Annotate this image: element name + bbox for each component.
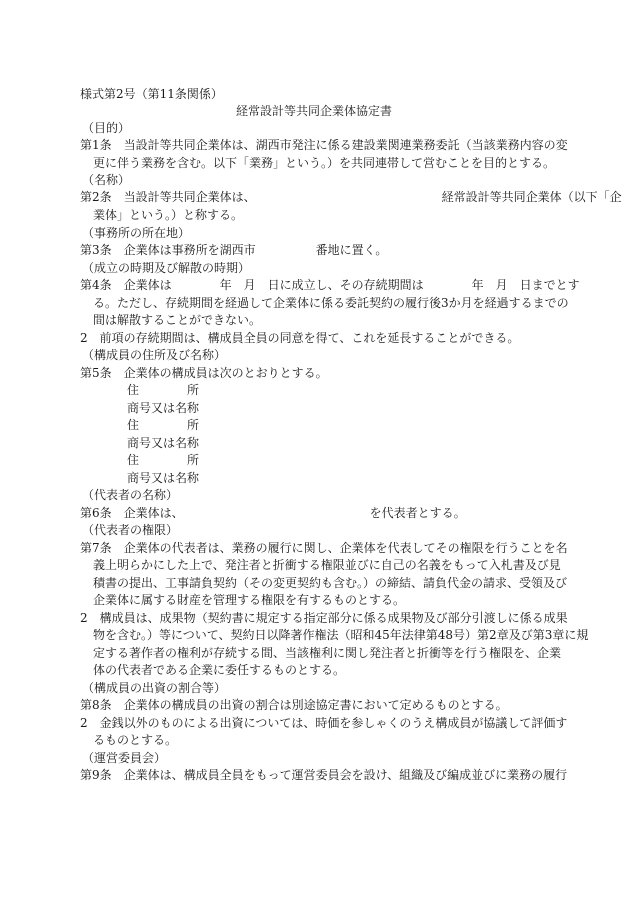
article-7-paragraph-2-line-3: 定する著作者の権利が存続する間、当該権利に関し発注者と折衝等を行う権限を、企業 [93,646,562,660]
heading-name: （名称） [82,173,131,187]
heading-member-address-name: （構成員の住所及び名称） [82,348,227,362]
member-1-address-label: 住 所 [127,383,200,397]
article-7-paragraph-2-line-2: 物を含む。）等について、契約日以降著作権法（昭和45年法律第48号）第2章及び第3章に規 [93,628,589,642]
article-6-line-1: 第6条 企業体は、 を代表者とする。 [80,506,466,520]
article-3-line-1: 第3条 企業体は事務所を湖西市 番地に置く。 [80,243,388,257]
article-7-line-4: 企業体に属する財産を管理する権限を有するものとする。 [93,593,406,607]
heading-office-location: （事務所の所在地） [82,226,191,240]
heading-representative-name: （代表者の名称） [82,488,179,502]
heading-steering-committee: （運営委員会） [82,751,167,765]
document-title: 経常設計等共同企業体協定書 [236,104,393,118]
article-1-line-1: 第1条 当設計等共同企業体は、湖西市発注に係る建設業関連業務委託（当該業務内容の変 [80,138,568,152]
member-1-name-label: 商号又は名称 [127,401,200,415]
heading-representative-authority: （代表者の権限） [82,523,179,537]
article-4-line-2: る。ただし、存続期間を経過して企業体に係る委託契約の履行後3か月を経過するまでの [93,296,569,310]
article-8-paragraph-2-line-2: るものとする。 [93,733,178,747]
member-3-name-label: 商号又は名称 [127,471,200,485]
article-4-paragraph-2: 2 前項の存続期間は、構成員全員の同意を得て、これを延長することができる。 [80,331,520,345]
heading-purpose: （目的） [82,121,131,135]
member-2-name-label: 商号又は名称 [127,436,200,450]
article-7-line-3: 積書の提出、工事請負契約（その変更契約も含む。）の締結、請負代金の請求、受領及び [93,576,568,590]
article-2-line-1: 第2条 当設計等共同企業体は、 経常設計等共同企業体（以下「企 [80,190,622,204]
article-4-line-3: 間は解散することができない。 [93,313,262,327]
heading-establishment-dissolution: （成立の時期及び解散の時期） [82,261,251,275]
article-2-line-2: 業体」という。）と称する。 [93,208,244,222]
member-3-address-label: 住 所 [127,453,200,467]
article-8-line-1: 第8条 企業体の構成員の出資の割合は別途協定書において定めるものとする。 [80,698,508,712]
member-2-address-label: 住 所 [127,418,200,432]
article-7-line-1: 第7条 企業体の代表者は、業務の履行に関し、企業体を代表してその権限を行うことを名 [80,541,568,555]
article-1-line-2: 更に伴う業務を含む。以下「業務」という。）を共同連帯して営むことを目的とする。 [93,156,556,170]
article-7-paragraph-2-line-4: 体の代表者である企業に委任するものとする。 [93,663,346,677]
article-5-line-1: 第5条 企業体の構成員は次のとおりとする。 [80,366,328,380]
article-7-line-2: 義上明らかにした上で、発注者と折衝する権限並びに自己の名義をもって入札書及び見 [93,558,561,572]
heading-contribution-ratio: （構成員の出資の割合等） [82,681,227,695]
form-number: 様式第2号（第11条関係） [80,87,223,101]
article-4-line-1: 第4条 企業体は 年 月 日に成立し、その存続期間は 年 月 日までとす [80,278,580,292]
article-9-line-1: 第9条 企業体は、構成員全員をもって運営委員会を設け、組織及び編成並びに業務の履行 [80,768,568,782]
article-8-paragraph-2-line-1: 2 金銭以外のものによる出資については、時価を参しゃくのうえ構成員が協議して評価す [80,716,568,730]
article-7-paragraph-2-line-1: 2 構成員は、成果物（契約書に規定する指定部分に係る成果物及び部分引渡しに係る成果 [80,611,568,625]
